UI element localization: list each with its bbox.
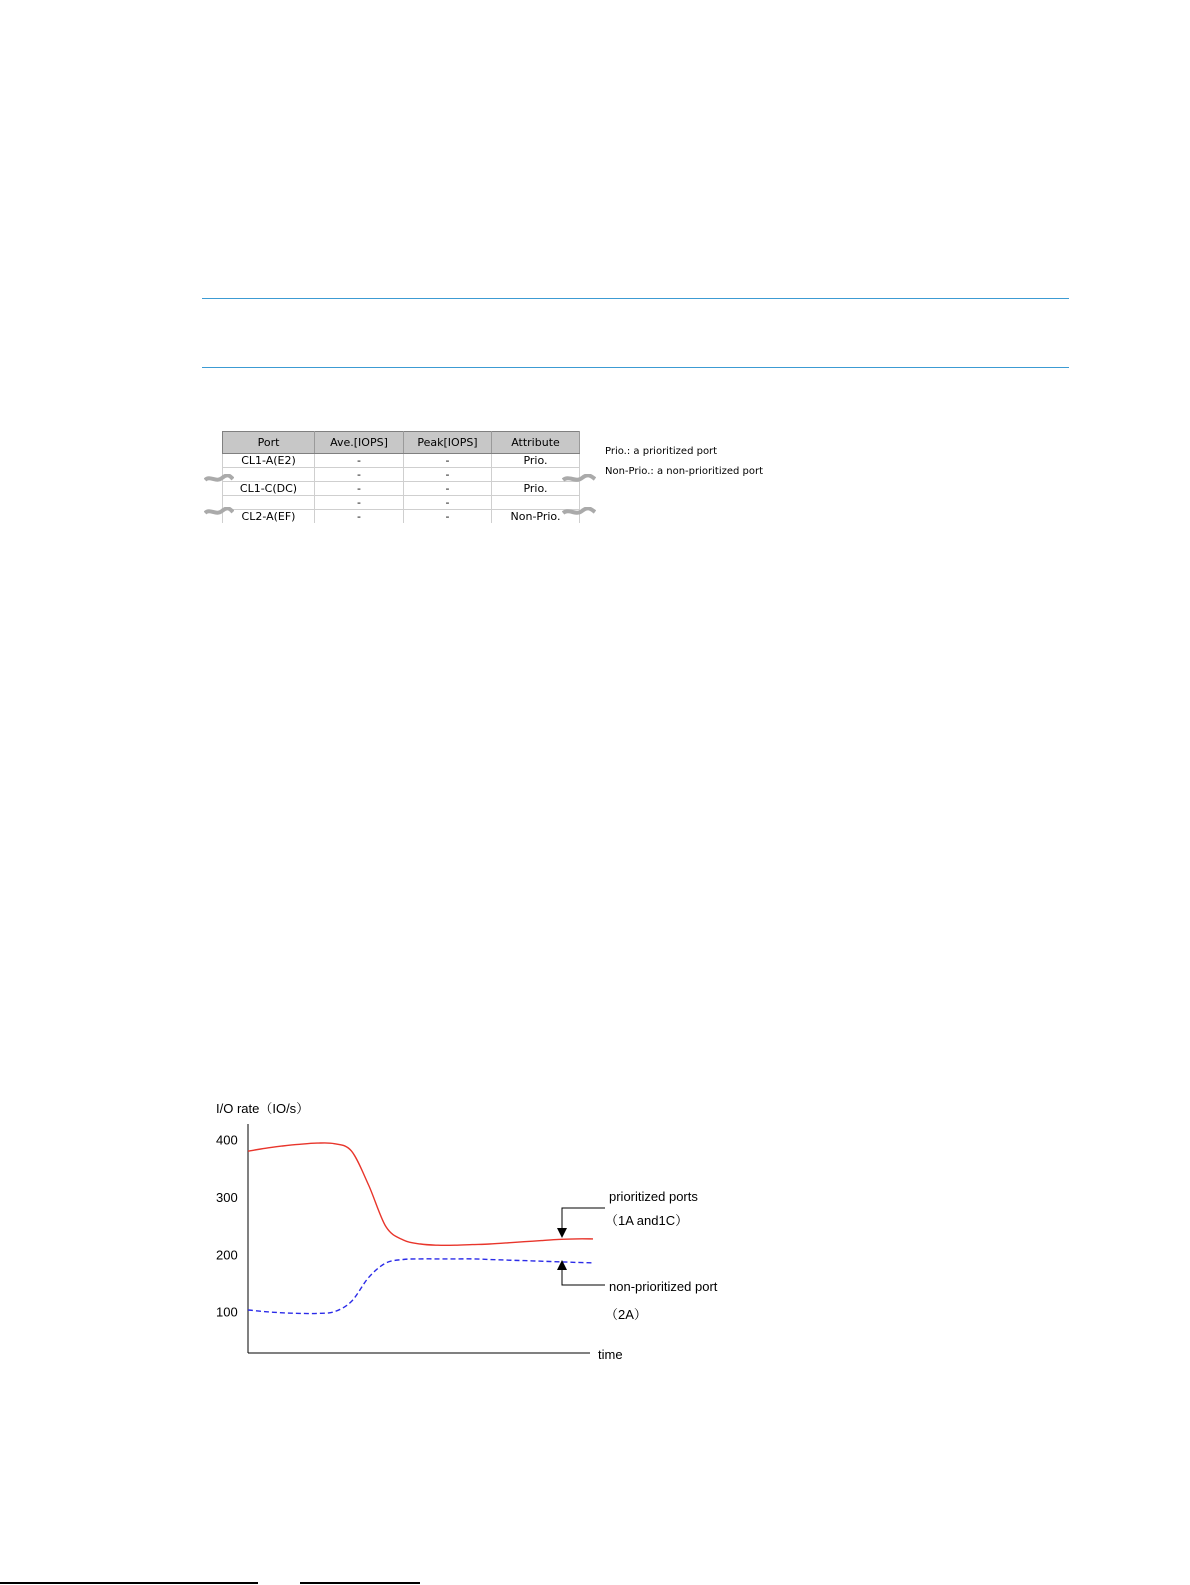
cell-ave: - [315,510,404,524]
arrow-down-icon [557,1228,567,1238]
cell-port [223,468,315,482]
arrow-up-icon [557,1260,567,1270]
prio-annotation-title: prioritized ports [609,1189,698,1204]
cell-port [223,496,315,510]
break-mark-icon [204,507,234,517]
separator-bottom [202,367,1069,368]
y-tick-label: 300 [216,1190,238,1206]
cell-port: CL1-A(E2) [223,454,315,468]
table-row[interactable] [223,510,580,524]
cell-peak: - [404,510,492,524]
column-header[interactable]: Ave.[IOPS] [315,432,404,454]
column-header[interactable]: Port [223,432,315,454]
cell-port: CL1-C(DC) [223,482,315,496]
port-table [222,431,580,523]
legend-prio: Prio.: a prioritized port [605,446,718,457]
y-tick-label: 400 [216,1132,238,1148]
prio-callout-line [562,1208,605,1230]
cell-attribute: Non-Prio. [492,510,580,524]
table-row[interactable] [223,496,580,510]
nonprio-annotation-title: non-prioritized port [609,1279,718,1294]
x-axis-label: time [598,1347,623,1362]
separator-top [202,298,1069,299]
table-row[interactable] [223,454,580,468]
cell-peak: - [404,482,492,496]
cell-ave: - [315,496,404,510]
nonprio-callout-line [562,1268,605,1285]
cell-attribute: Prio. [492,454,580,468]
y-tick-label: 100 [216,1304,238,1320]
table-header-row [223,432,580,454]
table-row[interactable] [223,482,580,496]
cell-ave: - [315,454,404,468]
cell-peak: - [404,468,492,482]
cell-attribute: Prio. [492,482,580,496]
break-mark-icon [562,507,596,517]
column-header[interactable]: Attribute [492,432,580,454]
nonprio-annotation-detail: （2A） [605,1307,647,1322]
legend-non-prio: Non-Prio.: a non-prioritized port [605,466,764,477]
cell-port: CL2-A(EF) [223,510,315,524]
table-row[interactable] [223,468,580,482]
prio-annotation-detail: （1A and1C） [605,1213,689,1228]
y-tick-label: 200 [216,1247,238,1263]
series-line-prioritized [248,1143,593,1245]
cell-ave: - [315,468,404,482]
break-mark-icon [562,474,596,484]
break-mark-icon [204,474,234,484]
cell-ave: - [315,482,404,496]
cell-peak: - [404,454,492,468]
column-header[interactable]: Peak[IOPS] [404,432,492,454]
series-line-non-prioritized [248,1259,593,1314]
cell-peak: - [404,496,492,510]
y-axis-label: I/O rate（IO/s） [216,1101,310,1116]
